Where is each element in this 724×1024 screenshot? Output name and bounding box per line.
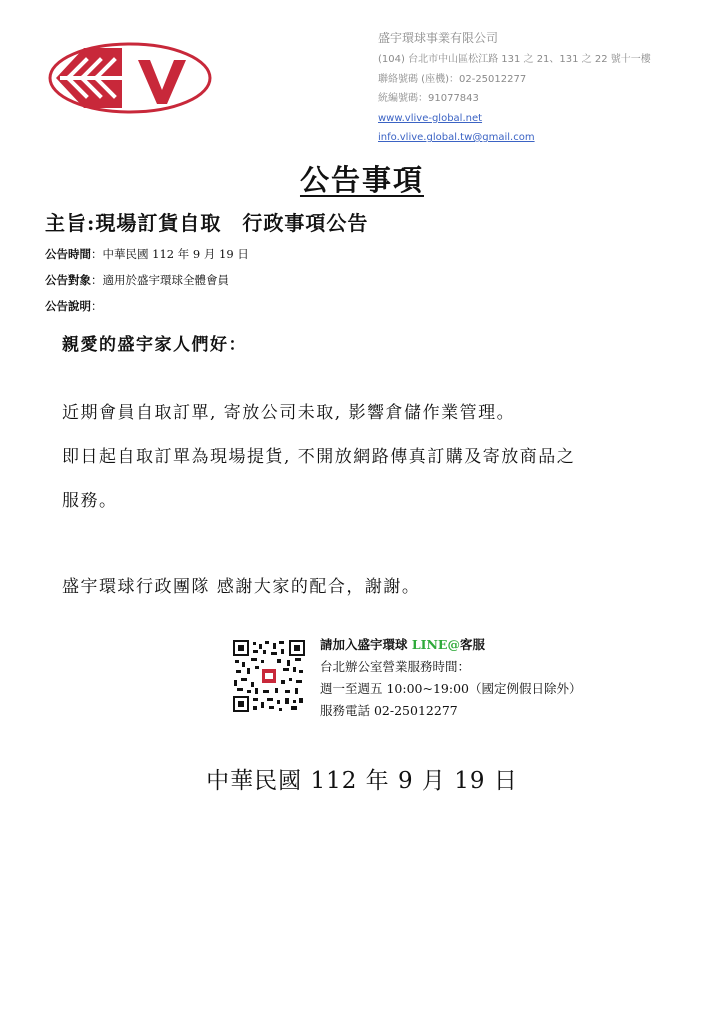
time-label: 公告時間 xyxy=(45,247,91,261)
line-at-label: LINE@ xyxy=(411,637,460,652)
announcement-target xyxy=(45,272,229,288)
target-label: 公告對象 xyxy=(45,273,91,287)
target-value: ：適用於盛宇環球全體會員 xyxy=(91,273,229,287)
announcement-description xyxy=(45,298,103,314)
company-logo xyxy=(46,40,214,116)
footer-date: 中華民國 112 年 9 月 19 日 xyxy=(206,768,518,794)
office-hours-label: 台北辦公室營業服務時間： xyxy=(320,659,471,674)
service-phone: 服務電話 02-25012277 xyxy=(320,703,458,718)
line-join-text xyxy=(320,635,485,653)
company-name: 盛宇環球事業有限公司 xyxy=(378,31,499,45)
office-hours: 週一至週五 10:00~19:00（國定例假日除外） xyxy=(320,681,582,696)
desc-value: ： xyxy=(91,299,103,313)
body-line-2: 即日起自取訂單為現場提貨, 不開放網路傳真訂購及寄放商品之 xyxy=(62,447,576,467)
page-title-text: 公告事項 xyxy=(299,163,424,197)
company-phone: 聯絡號碼 (座機)：02-25012277 xyxy=(378,73,527,85)
line-qr-code[interactable] xyxy=(233,640,305,712)
email-link[interactable]: info.vlive.global.tw@gmail.com xyxy=(378,132,535,143)
website-link[interactable]: www.vlive-global.net xyxy=(378,112,483,124)
announcement-time xyxy=(45,246,249,262)
company-address: (104) 台北市中山區松江路 131 之 21、131 之 22 號十一樓 xyxy=(378,54,651,65)
join-prefix: 請加入盛宇環球 xyxy=(320,637,412,652)
company-tax-id: 統編號碼：91077843 xyxy=(378,93,479,104)
company-info xyxy=(378,30,651,148)
time-value: ：中華民國 112 年 9 月 19 日 xyxy=(91,247,249,261)
body-line-1: 近期會員自取訂單, 寄放公司未取, 影響倉儲作業管理。 xyxy=(62,403,516,423)
body-line-3: 服務。 xyxy=(62,491,118,511)
desc-label: 公告說明 xyxy=(45,299,91,313)
body-line-4: 盛宇環球行政團隊 感謝大家的配合，謝謝。 xyxy=(62,577,421,597)
announcement-subject: 主旨:現場訂貨自取 行政事項公告 xyxy=(45,211,369,235)
join-suffix: 客服 xyxy=(459,637,485,652)
greeting: 親愛的盛宇家人們好： xyxy=(62,335,247,355)
page-title xyxy=(0,158,724,199)
